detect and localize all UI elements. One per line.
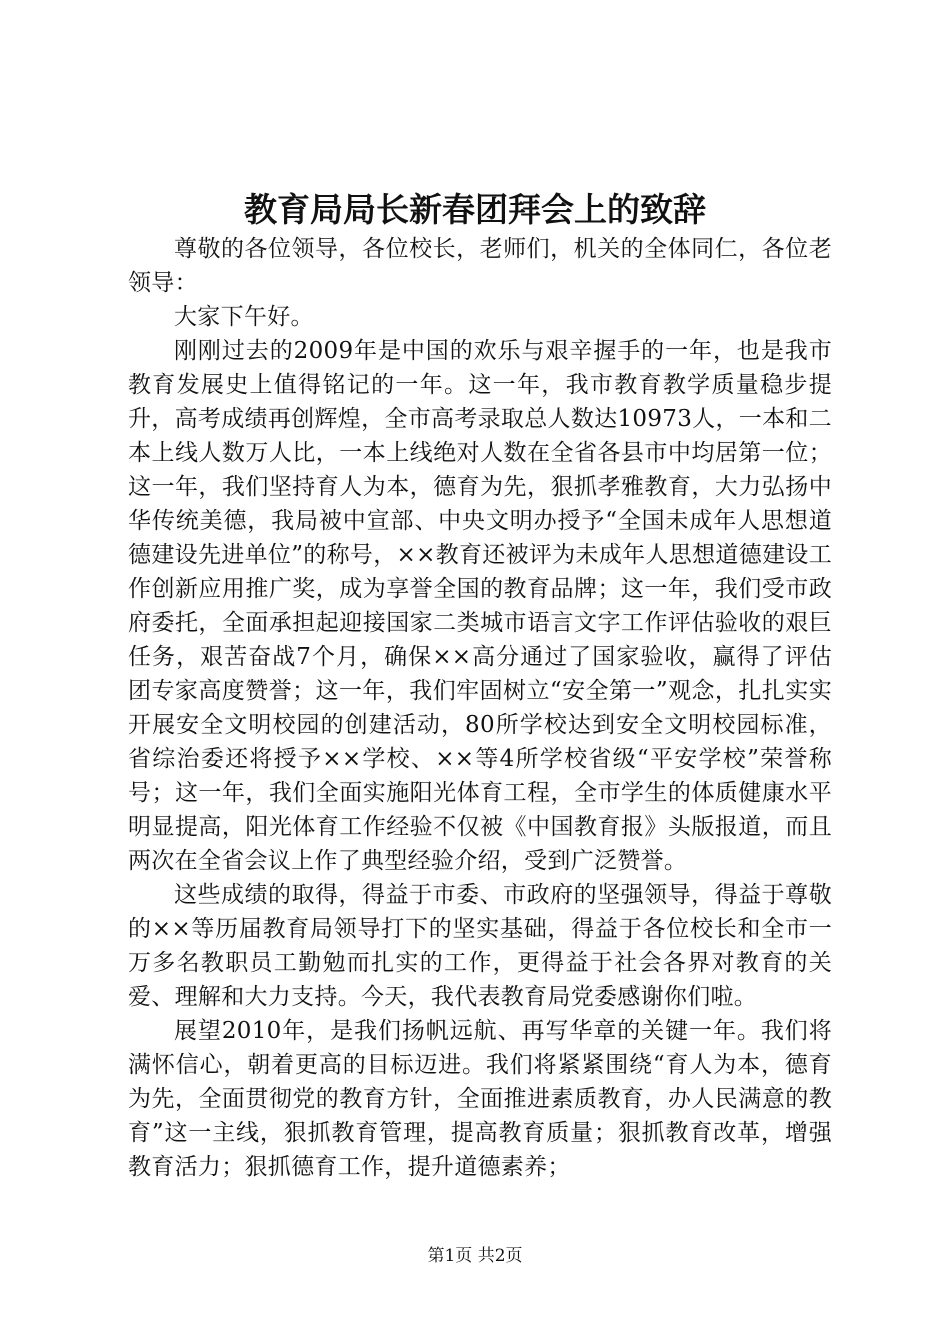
document-body — [128, 232, 832, 1184]
paragraph-outlook: 展望2010年，是我们扬帆远航、再写华章的关键一年。我们将满怀信心，朝着更高的目标迈进。我们将紧紧围绕“育人为本，德育为先，全面贯彻党的教育方针，全面推进素质教育，办人民满意的教育”这一主线，狠抓教育管理，提高教育质量；狠抓教育改革，增强教育活力；狠抓德育工作，提升道德素养； — [128, 1018, 832, 1180]
paragraph-achievements: 刚刚过去的2009年是中国的欢乐与艰辛握手的一年，也是我市教育发展史上值得铭记的一年。这一年，我市教育教学质量稳步提升，高考成绩再创辉煌，全市高考录取总人数达10973人，一本和二本上线人数万人比，一本上线绝对人数在全省各县市中均居第一位；这一年，我们坚持育人为本，德育为先，狠抓孝雅教育，大力弘扬中华传统美德，我局被中宣部、中央文明办授予“全国未成年人思想道德建设先进单位”的称号，××教育还被评为未成年人思想道德建设工作创新应用推广奖，成为享誉全国的教育品牌；这一年，我们受市政府委托，全面承担起迎接国家二类城市语言文字工作评估验收的艰巨任务，艰苦奋战7个月，确保××高分通过了国家验收，赢得了评估团专家高度赞誉；这一年，我们牢固树立“安全第一”观念，扎扎实实开展安全文明校园的创建活动，80所学校达到安全文明校园标准，省综治委还将授予××学校、××等4所学校省级“平安学校”荣誉称号；这一年，我们全面实施阳光体育工程，全市学生的体质健康水平明显提高，阳光体育工作经验不仅被《中国教育报》头版报道，而且两次在全省会议上作了典型经验介绍，受到广泛赞誉。 — [128, 338, 832, 874]
paragraph-thanks: 这些成绩的取得，得益于市委、市政府的坚强领导，得益于尊敬的××等历届教育局领导打下的坚实基础，得益于各位校长和全市一万多名教职员工勤勉而扎实的工作，更得益于社会各界对教育的关爱、理解和大力支持。今天，我代表教育局党委感谢你们啦。 — [128, 882, 832, 1010]
paragraph-salutation: 大家下午好。 — [174, 304, 314, 330]
page-footer: 第1页 共2页 — [427, 1246, 523, 1266]
paragraph-greeting: 尊敬的各位领导，各位校长，老师们，机关的全体同仁，各位老领导： — [128, 236, 832, 296]
document-title: 教育局局长新春团拜会上的致辞 — [244, 190, 706, 229]
